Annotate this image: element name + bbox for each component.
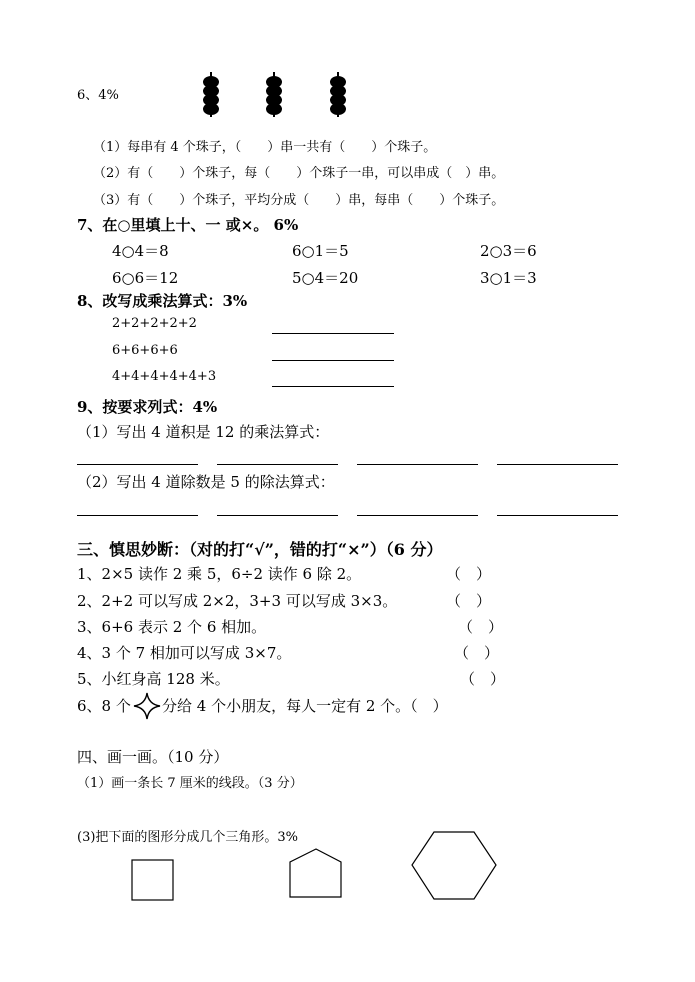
q9-title: 9、按要求列式：4% [77,398,218,416]
answer-line[interactable] [497,515,618,516]
q6-sub-3: （3）有（ ）个珠子，平均分成（ ）串，每串（ ）个珠子。 [93,193,505,208]
q7-title: 7、在○里填上十、一 或×。 6% [77,216,299,234]
answer-line[interactable] [217,464,338,465]
answer-line[interactable] [357,464,478,465]
answer-line[interactable] [77,464,198,465]
q8-title: 8、改写成乘法算式：3% [77,292,248,310]
shapes-area [128,829,508,903]
q6-sub-1: （1）每串有 4 个珠子，（ ）串一共有（ ）个珠子。 [93,140,437,155]
q8-item: 6+6+6+6 [112,343,178,358]
s3-item-paren[interactable]: （ ） [446,592,492,610]
s3-item-paren[interactable]: （ ） [460,670,506,688]
q7-item: 4○4＝8 [112,242,169,260]
s3-item-text: 3、6+6 表示 2 个 6 相加。 [77,618,267,636]
s3-item-6-a: 6、8 个 [77,697,131,715]
answer-line[interactable] [77,515,198,516]
answer-line[interactable] [357,515,478,516]
q8-item: 4+4+4+4+4+3 [112,369,217,384]
q7-item: 6○1＝5 [292,242,349,260]
s3-item-6-b: 分给 4 个小朋友，每人一定有 2 个。（ ） [162,697,448,715]
s4-sub-1: （1）画一条长 7 厘米的线段。（3 分） [77,776,303,791]
answer-line[interactable] [272,386,394,387]
q6-sub-2: （2）有（ ）个珠子，每（ ）个珠子一串，可以串成（ ）串。 [93,166,505,181]
s3-title: 三、慎思妙断：（对的打“√”，错的打“×”）（6 分） [77,540,443,559]
q7-item: 6○6＝12 [112,269,179,287]
hexagon-icon [412,832,496,899]
q7-item: 5○4＝20 [292,269,359,287]
answer-line[interactable] [217,515,338,516]
s3-item-paren[interactable]: （ ） [454,644,500,662]
q7-item: 3○1＝3 [480,269,537,287]
s3-item-text: 4、3 个 7 相加可以写成 3×7。 [77,644,292,662]
square-icon [132,860,173,900]
answer-line[interactable] [497,464,618,465]
q9-sub-2: （2）写出 4 道除数是 5 的除法算式： [77,473,335,491]
q7-item: 2○3＝6 [480,242,537,260]
bead-string-3 [330,72,346,117]
bead-string-1 [203,72,219,117]
s4-title: 四、画一画。（10 分） [77,748,229,766]
s3-item-paren[interactable]: （ ） [446,565,492,583]
s3-item-text: 5、小红身高 128 米。 [77,670,230,688]
answer-line[interactable] [272,333,394,334]
bead-string-2 [266,72,282,117]
bead-strings-icon [198,70,358,120]
q9-sub-1: （1）写出 4 道积是 12 的乘法算式： [77,423,330,441]
q8-item: 2+2+2+2+2 [112,316,197,331]
answer-line[interactable] [272,360,394,361]
s3-item-text: 2、2+2 可以写成 2×2，3+3 可以写成 3×3。 [77,592,398,610]
pentagon-icon [290,849,341,897]
s4-sub-3: (3)把下面的图形分成几个三角形。3% [77,830,299,845]
s3-item-paren[interactable]: （ ） [458,618,504,636]
four-point-star-icon [133,692,161,720]
q6-label: 6、4% [77,88,119,103]
s3-item-text: 1、2×5 读作 2 乘 5，6÷2 读作 6 除 2。 [77,565,362,583]
